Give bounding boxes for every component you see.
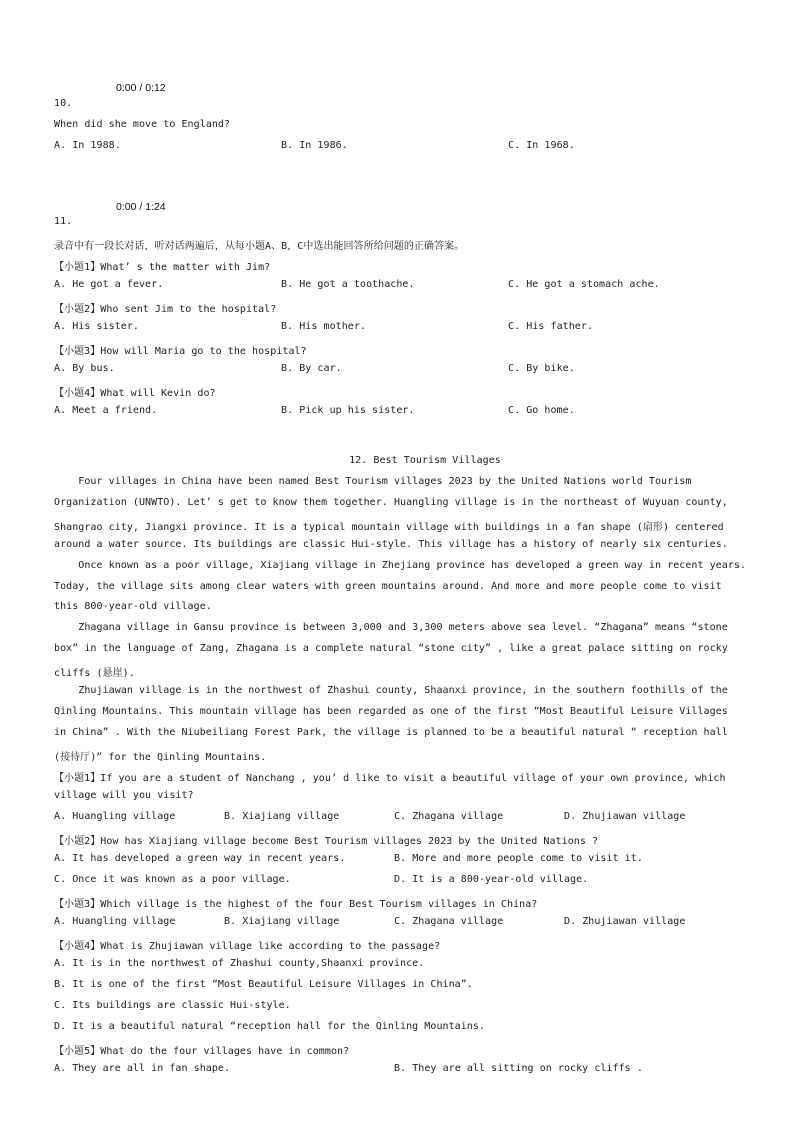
q12-sub1-option-d: D. Zhujiawan village [564, 811, 686, 822]
q12-sub1-option-b: B. Xiajiang village [224, 811, 340, 822]
passage-title: 12. Best Tourism Villages [349, 455, 501, 466]
q11-sub3-question: 【小题3】How will Maria go to the hospital? [54, 346, 307, 357]
passage-line: in China” . With the Niubeiliang Forest Park, the village is planned to be a beautiful natural “ reception hall [54, 727, 728, 738]
q12-sub4-option-c: C. Its buildings are classic Hui-style. [54, 1000, 291, 1011]
q12-sub3-option-a: A. Huangling village [54, 916, 176, 927]
q12-sub1-question-cont: village will you visit? [54, 790, 194, 801]
q12-sub4-option-b: B. It is one of the first “Most Beautiful Leisure Villages in China”. [54, 979, 473, 990]
q11-sub1-option-b: B. He got a toothache. [281, 279, 415, 290]
passage-line: Shangrao city, Jiangxi province. It is a typical mountain village with buildings in a fan shape (扇形) centered [54, 522, 724, 533]
passage-line: cliffs (悬崖). [54, 668, 135, 679]
q11-sub2-option-a: A. His sister. [54, 321, 139, 332]
q12-sub3-option-c: C. Zhagana village [394, 916, 504, 927]
q10-option-b: B. In 1986. [281, 140, 348, 151]
q11-sub4-question: 【小题4】What will Kevin do? [54, 388, 216, 399]
passage-line: Organization (UNWTO). Let’ s get to know them together. Huangling village is in the northeast of Wuyuan county, [54, 497, 728, 508]
q12-sub2-option-b: B. More and more people come to visit it. [394, 853, 643, 864]
q11-sub1-question: 【小题1】What’ s the matter with Jim? [54, 262, 271, 273]
q11-sub1-option-a: A. He got a fever. [54, 279, 164, 290]
passage-line: Once known as a poor village, Xiajiang village in Zhejiang province has developed a green way in recent years. [54, 560, 747, 571]
q11-sub4-option-c: C. Go home. [508, 405, 575, 416]
q12-sub1-question: 【小题1】If you are a student of Nanchang , you’ d like to visit a beautiful village of your own province, which [54, 773, 726, 784]
passage-line: this 800-year-old village. [54, 601, 212, 612]
question-number-10: 10. [54, 98, 73, 109]
passage-line: box” in the language of Zang, Zhagana is a complete natural “stone city” , like a great palace sitting on rocky [54, 643, 728, 654]
q12-sub2-question: 【小题2】How has Xiajiang village become Best Tourism villages 2023 by the United Nations ? [54, 836, 599, 847]
question-10-text: When did she move to England? [54, 119, 231, 130]
q12-sub3-option-d: D. Zhujiawan village [564, 916, 686, 927]
q12-sub5-option-b: B. They are all sitting on rocky cliffs . [394, 1063, 643, 1074]
q12-sub2-option-d: D. It is a 800-year-old village. [394, 874, 589, 885]
passage-line: Zhujiawan village is in the northwest of Zhashui county, Shaanxi province, in the southern foothills of the [54, 685, 728, 696]
passage-line: Today, the village sits among clear waters with green mountains around. And more and more people come to visit [54, 581, 722, 592]
q11-sub4-option-a: A. Meet a friend. [54, 405, 158, 416]
q12-sub4-question: 【小题4】What is Zhujiawan village like according to the passage? [54, 941, 441, 952]
q12-sub1-option-a: A. Huangling village [54, 811, 176, 822]
q12-sub3-option-b: B. Xiajiang village [224, 916, 340, 927]
audio-time-q11[interactable]: 0:00 / 1:24 [116, 201, 166, 213]
passage-line: around a water source. Its buildings are classic Hui-style. This village has a history of nearly six centuries. [54, 539, 728, 550]
audio-time-q10[interactable]: 0:00 / 0:12 [116, 82, 166, 94]
q12-sub4-option-a: A. It is in the northwest of Zhashui county,Shaanxi province. [54, 958, 425, 969]
q12-sub5-option-a: A. They are all in fan shape. [54, 1063, 231, 1074]
q12-sub2-option-c: C. Once it was known as a poor village. [54, 874, 291, 885]
q12-sub5-question: 【小题5】What do the four villages have in common? [54, 1046, 350, 1057]
question-number-11: 11. [54, 216, 73, 227]
q12-sub4-option-d: D. It is a beautiful natural “reception hall for the Qinling Mountains. [54, 1021, 486, 1032]
q11-sub2-option-c: C. His father. [508, 321, 593, 332]
q11-sub3-option-b: B. By car. [281, 363, 342, 374]
q10-option-a: A. In 1988. [54, 140, 121, 151]
question-11-instruction: 录音中有一段长对话，听对话两遍后，从每小题A、B，C中选出能回答所给问题的正确答案。 [54, 241, 465, 252]
q11-sub2-question: 【小题2】Who sent Jim to the hospital? [54, 304, 277, 315]
passage-line: Qinling Mountains. This mountain village has been regarded as one of the first “Most Beautiful Leisure Villages [54, 706, 728, 717]
q11-sub1-option-c: C. He got a stomach ache. [508, 279, 660, 290]
q10-option-c: C. In 1968. [508, 140, 575, 151]
q11-sub3-option-a: A. By bus. [54, 363, 115, 374]
q12-sub2-option-a: A. It has developed a green way in recent years. [54, 853, 346, 864]
passage-line: (接待厅)” for the Qinling Mountains. [54, 752, 267, 763]
passage-line: Four villages in China have been named Best Tourism villages 2023 by the United Nations world Tourism [54, 476, 692, 487]
q11-sub3-option-c: C. By bike. [508, 363, 575, 374]
q11-sub2-option-b: B. His mother. [281, 321, 366, 332]
q12-sub1-option-c: C. Zhagana village [394, 811, 504, 822]
q12-sub3-question: 【小题3】Which village is the highest of the four Best Tourism villages in China? [54, 899, 538, 910]
q11-sub4-option-b: B. Pick up his sister. [281, 405, 415, 416]
passage-line: Zhagana village in Gansu province is between 3,000 and 3,300 meters above sea level. “Zhagana” means “stone [54, 622, 728, 633]
